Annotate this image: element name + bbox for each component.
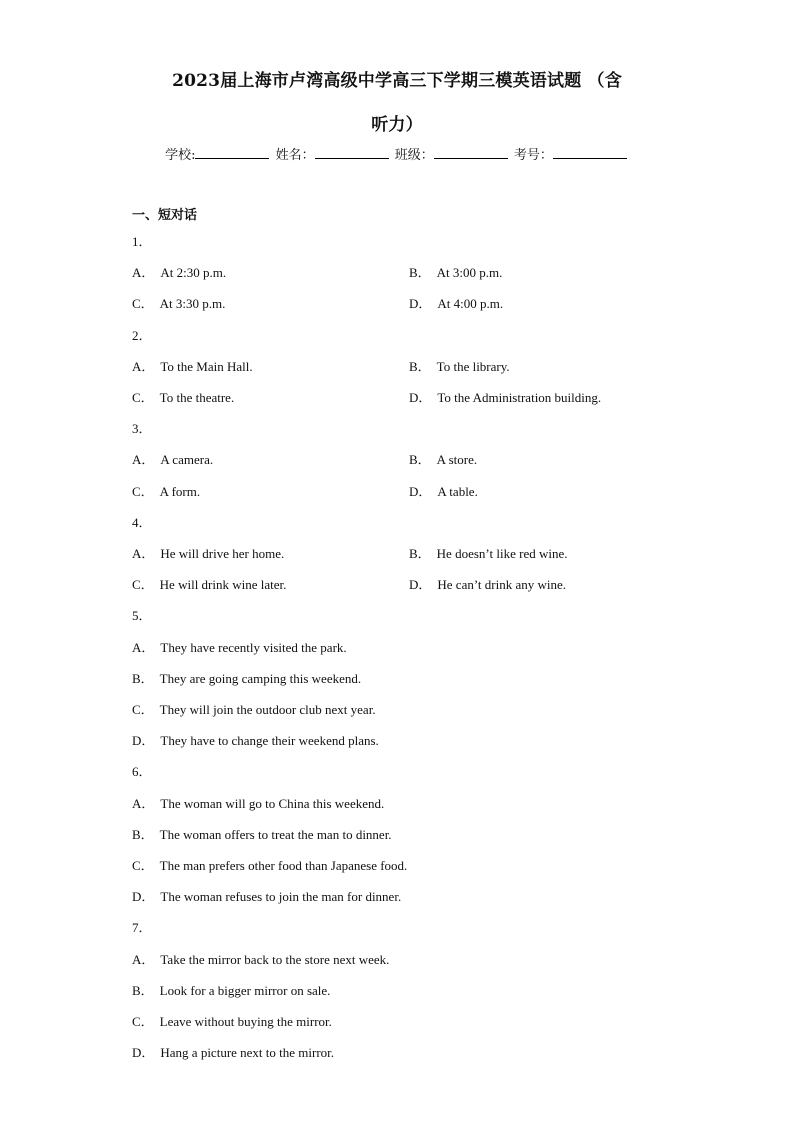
option-d: D． To the Administration building. <box>409 390 602 405</box>
option-a: A． A camera. <box>132 452 214 467</box>
section-title: 一、短对话 <box>132 208 198 223</box>
question-number: 4． <box>132 515 152 530</box>
option-a: A． To the Main Hall. <box>132 359 253 374</box>
exam-title-line2: 听力） <box>371 115 423 135</box>
school-label: 学校: <box>165 148 196 163</box>
option-b: B． To the library. <box>409 359 510 374</box>
question-number: 3． <box>132 421 152 436</box>
option-d: D． Hang a picture next to the mirror. <box>132 1045 335 1060</box>
option-d: D． At 4:00 p.m. <box>409 296 504 311</box>
name-label: 姓名： <box>275 148 315 163</box>
option-c: C． To the theatre. <box>132 390 235 405</box>
option-a: A． Take the mirror back to the store next week. <box>132 952 390 967</box>
option-b: B． He doesn’t like red wine. <box>409 546 568 561</box>
exam-number-label: 考号： <box>513 148 553 163</box>
question-number: 2． <box>132 328 152 343</box>
option-b: B． At 3:00 p.m. <box>409 265 503 280</box>
name-field[interactable] <box>315 145 389 159</box>
option-b: B． Look for a bigger mirror on sale. <box>132 983 331 998</box>
option-d: D． They have to change their weekend plans. <box>132 733 379 748</box>
option-c: C． He will drink wine later. <box>132 577 287 592</box>
class-label: 班级： <box>394 148 434 163</box>
question-number: 5． <box>132 608 152 623</box>
option-b: B． A store. <box>409 452 478 467</box>
option-a: A． The woman will go to China this weekend. <box>132 796 385 811</box>
exam-number-field[interactable] <box>553 145 627 159</box>
question-number: 1． <box>132 234 152 249</box>
option-b: B． The woman offers to treat the man to dinner. <box>132 827 392 842</box>
option-c: C． Leave without buying the mirror. <box>132 1014 332 1029</box>
question-number: 7． <box>132 920 152 935</box>
option-b: B． They are going camping this weekend. <box>132 671 362 686</box>
class-field[interactable] <box>434 145 508 159</box>
option-a: A． They have recently visited the park. <box>132 640 347 655</box>
option-c: C． They will join the outdoor club next year. <box>132 702 376 717</box>
question-number: 6． <box>132 764 152 779</box>
student-info-line <box>0 145 794 165</box>
exam-title-line1: 2023届上海市卢湾高级中学高三下学期三模英语试题 （含 <box>172 71 622 91</box>
option-c: C． The man prefers other food than Japanese food. <box>132 858 408 873</box>
option-c: C． A form. <box>132 484 201 499</box>
option-a: A． He will drive her home. <box>132 546 285 561</box>
option-d: D． The woman refuses to join the man for dinner. <box>132 889 402 904</box>
option-d: D． A table. <box>409 484 478 499</box>
school-field[interactable] <box>195 145 269 159</box>
option-a: A． At 2:30 p.m. <box>132 265 227 280</box>
option-c: C． At 3:30 p.m. <box>132 296 226 311</box>
option-d: D． He can’t drink any wine. <box>409 577 567 592</box>
